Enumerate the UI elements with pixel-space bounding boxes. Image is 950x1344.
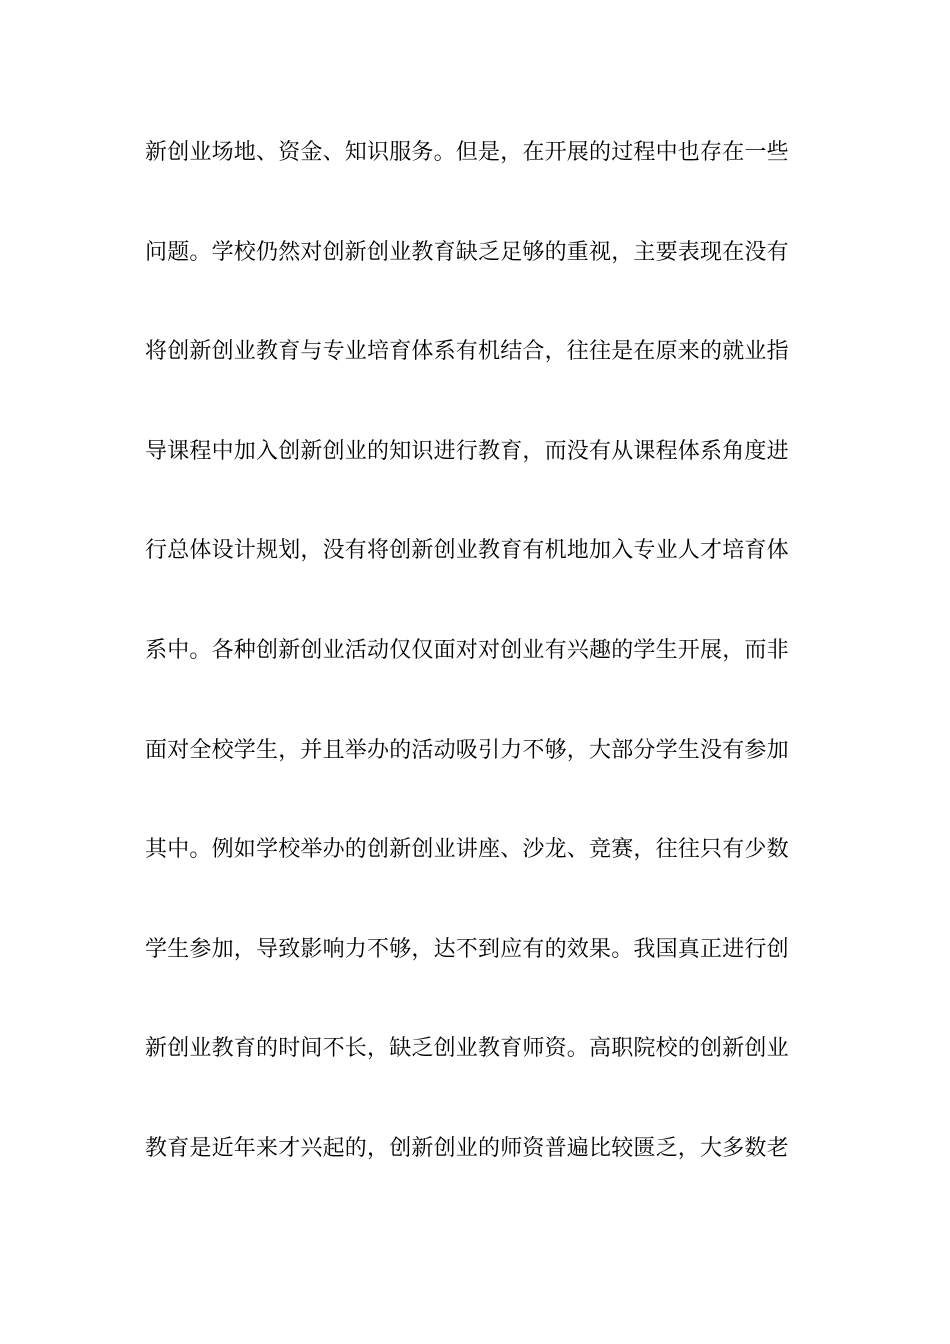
text-line-1: 新创业场地、资金、知识服务。但是，在开展的过程中也存在一些 (145, 140, 789, 165)
text-line-8: 其中。例如学校举办的创新创业讲座、沙龙、竞赛，往往只有少数 (145, 837, 789, 863)
text-line-4: 导课程中加入创新创业的知识进行教育，而没有从课程体系角度进 (145, 438, 789, 464)
text-line-5: 行总体设计规划，没有将创新创业教育有机地加入专业人才培育体 (145, 538, 789, 564)
text-line-2: 问题。学校仍然对创新创业教育缺乏足够的重视，主要表现在没有 (145, 239, 789, 265)
text-line-9: 学生参加，导致影响力不够，达不到应有的效果。我国真正进行创 (145, 936, 789, 962)
text-line-11: 教育是近年来才兴起的，创新创业的师资普遍比较匮乏，大多数老 (145, 1135, 789, 1161)
text-line-7: 面对全校学生，并且举办的活动吸引力不够，大部分学生没有参加 (145, 737, 789, 763)
text-line-6: 系中。各种创新创业活动仅仅面对对创业有兴趣的学生开展，而非 (145, 637, 789, 663)
body-text (145, 127, 825, 1223)
text-line-10: 新创业教育的时间不长，缺乏创业教育师资。高职院校的创新创业 (145, 1036, 789, 1062)
text-line-3: 将创新创业教育与专业培育体系有机结合，往往是在原来的就业指 (145, 339, 789, 365)
